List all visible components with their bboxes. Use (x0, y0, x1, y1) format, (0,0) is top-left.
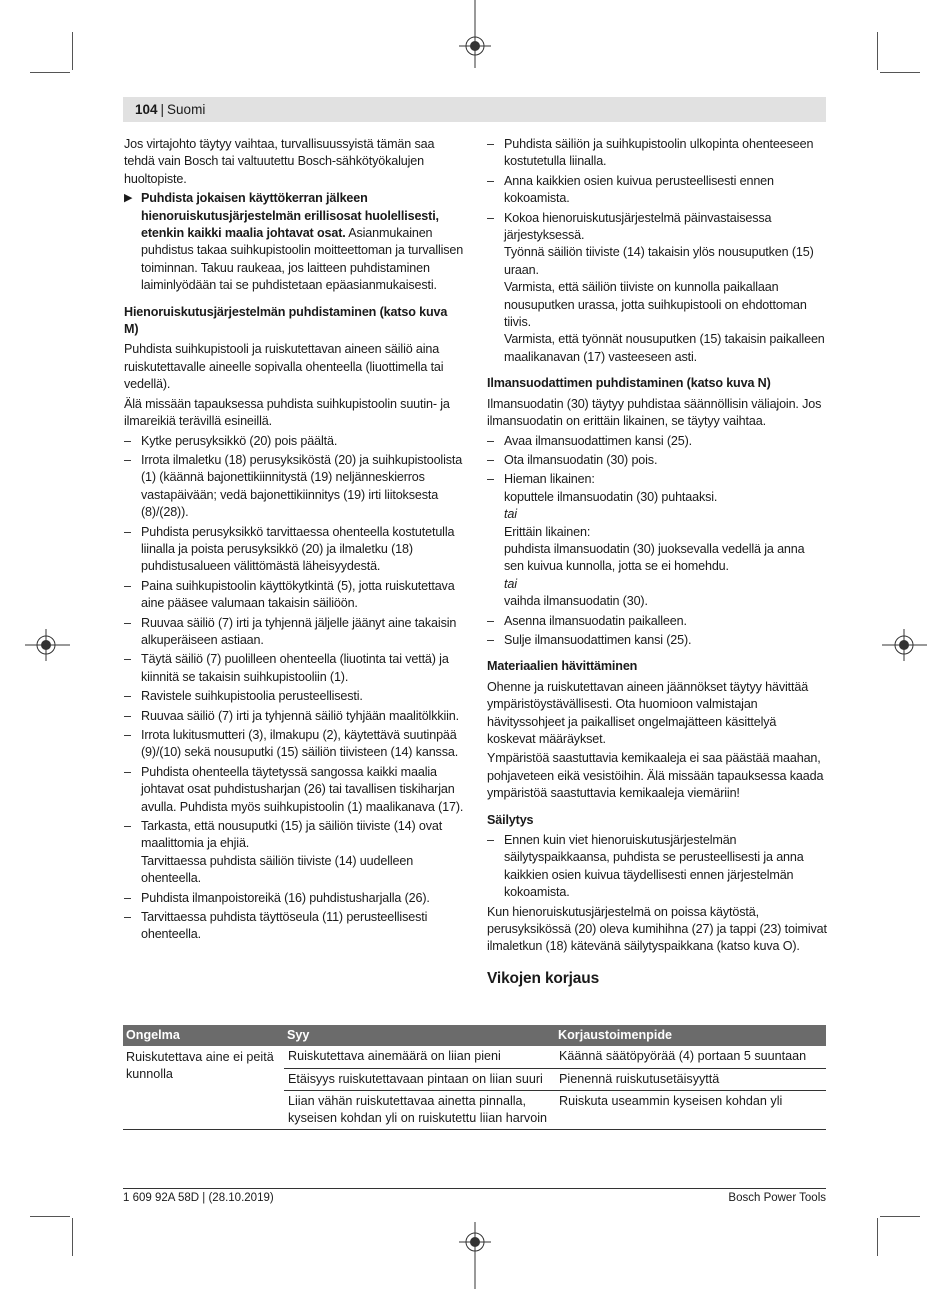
warning-bold-text: Puhdista jokaisen käyttökerran jälkeen hienoruiskutusjärjestelmän erillisosat huolellisesti, etenkin kaikki maalia johtavat osat. (141, 191, 439, 241)
list-item: – Hieman likainen: koputtele ilmansuodatin (30) puhtaaksi. tai Erittäin likainen: puhdista ilmansuodatin (30) juoksevalla vedellä ja anna sen kuivua kunnolla, jotta se ei homehdu. tai vaihda ilmansuodatin (30). (487, 471, 827, 610)
table-header (123, 1025, 826, 1046)
light-dirt-text: koputtele ilmansuodatin (30) puhtaaksi. (504, 489, 718, 504)
registration-mark-icon (455, 0, 495, 70)
cause-cell: Liian vähän ruiskutettavaa ainetta pinnalla, kyseisen kohdan yli on ruiskutettu liian harvoin (284, 1093, 555, 1126)
page-number: 104 (135, 102, 158, 117)
replace-text: vaihda ilmansuodatin (30). (504, 594, 648, 609)
document-id: 1 609 92A 58D | (28.10.2019) (123, 1192, 274, 1204)
list-item: – Puhdista ohenteella täytetyssä sangossa kaikki maalia johtavat osat puhdistusharjan (26) tai tavallisen tiskiharjan avulla. Puhdista myös suihkupistoolin (1) maalikanava (17). (124, 764, 464, 814)
table-row (284, 1091, 826, 1129)
list-item: – Irrota lukitusmutteri (3), ilmakupu (2), käytettävä suutinpää (9)/(10) sekä nousuputki (15) säiliön tiivisteen (14) kanssa. (124, 728, 459, 760)
left-column (124, 136, 464, 946)
assembly-note: Varmista, että säiliön tiiviste on kunnolla paikallaan nousuputken urassa, jotta suihkupistooli on ehdottoman tiivis. (504, 280, 807, 330)
list-item: – Kokoa hienoruiskutusjärjestelmä päinvastaisessa järjestyksessä. Työnnä säiliön tiiviste (14) takaisin ylös nousuputken (15) uraan. Varmista, että säiliön tiiviste on kunnolla paikallaan nousuputken urassa, jotta suihkupistooli on ehdottoman tiivis. Varmista, että työnnät nousuputken (15) takaisin paikalleen maalikanavan (17) vasteeseen asti. (487, 210, 827, 367)
page-header: 104 | Suomi (123, 97, 826, 122)
list-item: – Kytke perusyksikkö (20) pois päältä. (124, 433, 338, 448)
registration-mark-icon (25, 625, 70, 665)
list-item: – Tarkasta, että nousuputki (15) ja säiliön tiiviste (14) ovat maalittomia ja ehjiä. Tarvittaessa puhdista säiliön tiiviste (14) uudelleen ohenteella. (124, 819, 443, 886)
list-item: – Ruuvaa säiliö (7) irti ja tyhjennä jäljelle jäänyt aine takaisin alkuperäiseen astiaan. (124, 615, 457, 647)
list-item-note: Tarvittaessa puhdista säiliön tiiviste (14) uudelleen ohenteella. (141, 853, 414, 886)
or-text: tai (504, 507, 517, 522)
troubleshoot-heading: Vikojen korjaus (487, 969, 600, 987)
disposal-paragraph-2: Ympäristöä saastuttavia kemikaaleja ei saa päästää maahan, pohjaveteen eikä vesistöihin. Älä missään tapauksessa kaada ympäristöä saastuttavia kemikaaleja viemäriin! (487, 751, 824, 801)
fix-cell: Ruiskuta useammin kyseisen kohdan yli (555, 1093, 826, 1126)
list-item: – Ruuvaa säiliö (7) irti ja tyhjennä säiliö tyhjään maalitölkkiin. (124, 708, 459, 723)
crop-mark (72, 1218, 73, 1256)
storage-heading: Säilytys (487, 812, 534, 827)
list-item: – Sulje ilmansuodattimen kansi (25). (487, 632, 692, 647)
crop-mark (877, 32, 878, 70)
cleaning-paragraph-1: Puhdista suihkupistooli ja ruiskutettavan aineen säiliö aina ruiskutettavalle aineelle sopivalla ohenteella (liuottimella tai vedellä). (124, 342, 444, 392)
list-item: – Ennen kuin viet hienoruiskutusjärjestelmän säilytyspaikkaansa, puhdista se perusteellisesti ja anna kaikkien osien kuivua täydellisesti ennen järjestelmän kokoamista. (487, 833, 804, 900)
list-item: – Puhdista ilmanpoistoreikä (16) puhdistusharjalla (26). (124, 890, 430, 905)
storage-paragraph: Kun hienoruiskutusjärjestelmä on poissa käytöstä, perusyksikössä (20) oleva kumihihna (27) ja tappi (23) toimivat ilmaletkun (18) kätevänä säilytyspaikkana (katso kuva O). (487, 904, 827, 954)
list-item: – Paina suihkupistoolin käyttökytkintä (5), jotta ruiskutettava aine pääsee valumaan takaisin säiliöön. (124, 578, 455, 611)
cause-cell: Ruiskutettava ainemäärä on liian pieni (284, 1048, 555, 1065)
list-item: – Avaa ilmansuodattimen kansi (25). (487, 433, 693, 448)
list-item: – Asenna ilmansuodatin paikalleen. (487, 613, 687, 628)
list-item: – Ota ilmansuodatin (30) pois. (487, 452, 658, 467)
very-dirty-label: Erittäin likainen: (504, 524, 591, 539)
header-cause: Syy (287, 1028, 310, 1043)
page-language: Suomi (167, 102, 206, 117)
registration-mark-icon (455, 1222, 495, 1289)
list-item: – Täytä säiliö (7) puolilleen ohenteella (liuotinta tai vettä) ja kiinnitä se takaisin suihkupistooliin (1). (124, 652, 449, 684)
list-item: – Tarvittaessa puhdista täyttöseula (11) perusteellisesti ohenteella. (124, 910, 428, 942)
list-item: – Ravistele suihkupistoolia perusteellisesti. (124, 689, 363, 704)
crop-mark (880, 72, 920, 73)
warning-item (124, 190, 464, 294)
cause-cell: Etäisyys ruiskutettavaan pintaan on liian suuri (284, 1071, 555, 1088)
crop-mark (72, 32, 73, 70)
assembly-note: Työnnä säiliön tiiviste (14) takaisin ylös nousuputken (15) uraan. (504, 245, 814, 277)
disposal-heading: Materiaalien hävittäminen (487, 659, 638, 674)
cleaning-paragraph-2: Älä missään tapauksessa puhdista suihkupistoolin suutin- ja ilmareikiä terävillä esineillä. (124, 396, 450, 429)
list-item: – Anna kaikkien osien kuivua perusteellisesti ennen kokoamista. (487, 173, 774, 206)
assembly-note: Varmista, että työnnät nousuputken (15) takaisin paikalleen maalikanavan (17) vasteeseen asti. (504, 332, 825, 364)
table-row (284, 1046, 826, 1069)
registration-mark-icon (882, 625, 927, 665)
triangle-bullet-icon: ▶ (124, 192, 133, 205)
crop-mark (877, 1218, 878, 1256)
right-column (487, 136, 827, 987)
page-footer (123, 1188, 826, 1204)
fix-cell: Pienennä ruiskutusetäisyyttä (555, 1071, 826, 1088)
brand-name: Bosch Power Tools (728, 1192, 826, 1204)
crop-mark (880, 1216, 920, 1217)
table-body (123, 1046, 826, 1130)
crop-mark (30, 72, 70, 73)
crop-mark (30, 1216, 70, 1217)
list-item: – Irrota ilmaletku (18) perusyksiköstä (20) ja suihkupistoolista (1) (käännä bajonettikiinnitystä (19) neljänneskierros vastapäivään; vedä bajonettikiinnitys (19) irti liitoksesta (8)/(28)). (124, 452, 463, 520)
table-row (284, 1069, 826, 1092)
warning-text: Asianmukainen puhdistus takaa suihkupistoolin moitteettoman ja turvallisen toiminnan. Takuu raukeaa, jos laitteen puhdistaminen laiminlyödään tai se puhdistetaan epäasianmukaisesti. (141, 226, 464, 293)
header-problem: Ongelma (126, 1028, 180, 1043)
filter-heading: Ilmansuodattimen puhdistaminen (katso kuva N) (487, 376, 771, 391)
header-fix: Korjaustoimenpide (558, 1028, 673, 1043)
or-text: tai (504, 576, 517, 591)
list-item: – Puhdista säiliön ja suihkupistoolin ulkopinta ohenteeseen kostutetulla liinalla. (487, 137, 814, 169)
list-item: – Puhdista perusyksikkö tarvittaessa ohenteella kostutetulla liinalla ja poista perusyksikkö (20) ja ilmaletku (18) puhdistusalueen välittömästä läheisyydestä. (124, 524, 455, 574)
intro-paragraph: Jos virtajohto täytyy vaihtaa, turvallisuussyistä tämän saa tehdä vain Bosch tai valtuutettu Bosch-sähkötyökalujen huoltopiste. (124, 137, 435, 186)
filter-paragraph: Ilmansuodatin (30) täytyy puhdistaa säännöllisin väliajoin. Jos ilmansuodatin on erittäin likainen, se täytyy vaihtaa. (487, 396, 822, 429)
disposal-paragraph-1: Ohenne ja ruiskutettavan aineen jäännökset täytyy hävittää ympäristöystävällisesti. Ota huomioon valmistajan hävityssohjeet ja paikalliset ongelmajätteen käsittelyä koskevat määräykset. (487, 679, 809, 746)
section-heading: Hienoruiskutusjärjestelmän puhdistaminen (katso kuva M) (124, 304, 448, 337)
troubleshooting-table (123, 1025, 826, 1130)
fix-cell: Käännä säätöpyörää (4) portaan 5 suuntaan (555, 1048, 826, 1065)
very-dirty-text: puhdista ilmansuodatin (30) juoksevalla vedellä ja anna sen kuivua kunnolla, jotta se ei homehdu. (504, 541, 805, 574)
problem-cell: Ruiskutettava aine ei peitä kunnolla (126, 1050, 274, 1081)
